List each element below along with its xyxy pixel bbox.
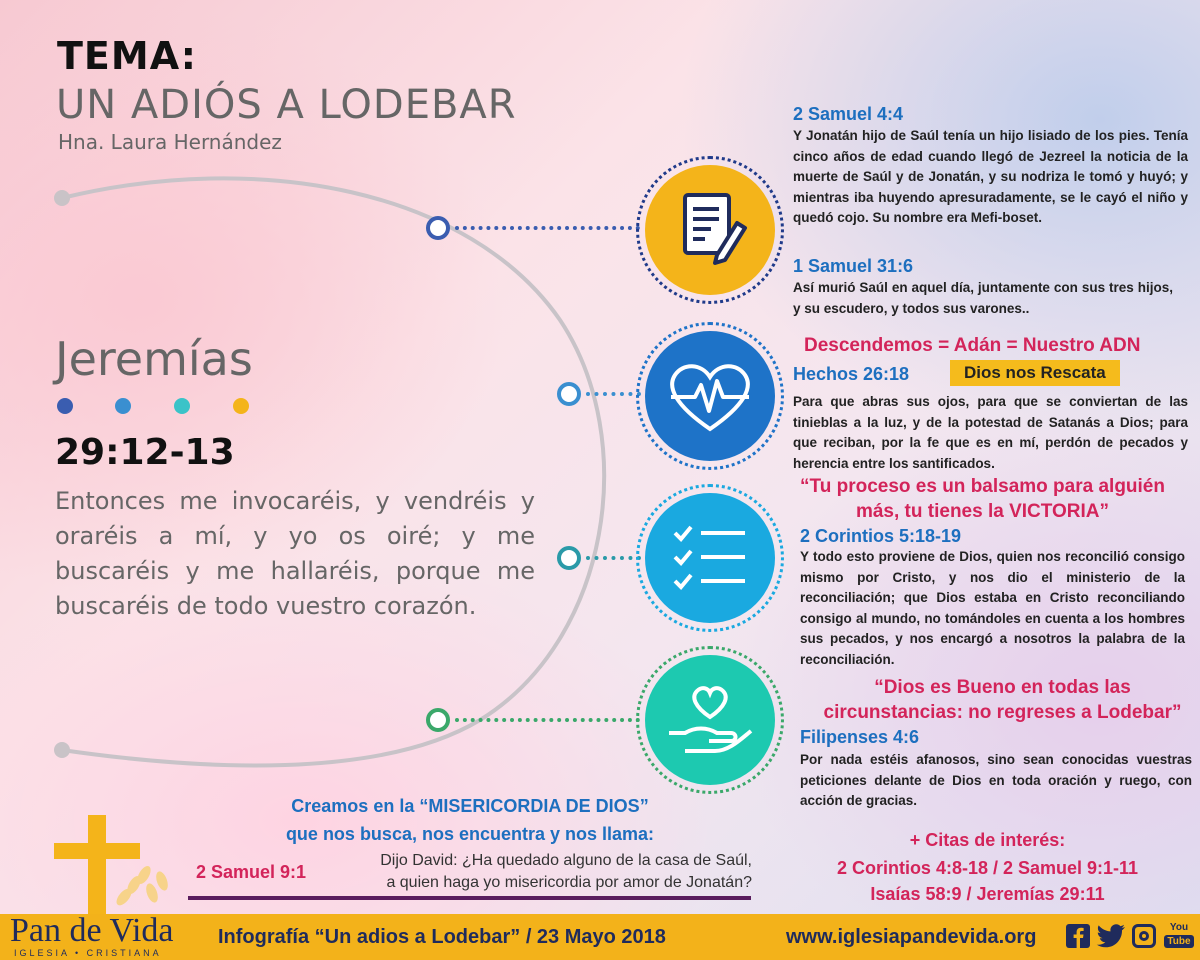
citas-line-2: Isaías 58:9 / Jeremías 29:11 xyxy=(870,884,1105,904)
circle-hand-heart xyxy=(645,655,775,785)
ref-2corintios-5-18: 2 Corintios 5:18-19 xyxy=(800,526,962,546)
twitter-icon[interactable] xyxy=(1096,924,1126,948)
instagram-lens xyxy=(1139,931,1149,941)
instagram-icon[interactable] xyxy=(1132,924,1156,948)
footer-website[interactable]: www.iglesiapandevida.org xyxy=(786,926,1037,948)
quote-2samuel-9-1 xyxy=(332,850,752,894)
misericordia-line-2: que nos busca, nos encuentra y nos llama: xyxy=(285,824,655,844)
text-2corintios-5-18: Y todo esto proviene de Dios, quien nos reconcilió consigo mismo por Cristo, y nos dio el ministerio de la reconciliación; que Dios estaba en Cristo reconciliando consigo al mundo, no tomándoles en cuenta a los hombres sus pecados, y nos encargó a nosotros la palabra de la reconciliación. xyxy=(800,549,1185,667)
misericordia-underline xyxy=(188,896,751,900)
dot-2 xyxy=(115,398,131,414)
facebook-glyph xyxy=(1066,924,1090,948)
text-filipenses-4-6: Por nada estéis afanosos, sino sean conocidas vuestras peticiones delante de Dios en toda oración y ruego, con acción de gracias. xyxy=(800,752,1192,808)
citas-title: + Citas de interés: xyxy=(909,830,1066,850)
hand-heart-icon xyxy=(645,655,775,785)
dot-3 xyxy=(174,398,190,414)
timeline-node-1 xyxy=(426,216,450,240)
timeline-node-4 xyxy=(426,708,450,732)
ref-hechos-26-18: Hechos 26:18 xyxy=(793,364,910,384)
youtube-tube: Tube xyxy=(1164,935,1194,948)
author-name: Hna. Laura Hernández xyxy=(58,130,282,154)
jeremias-text: Entonces me invocaréis, y vendréis y oraréis a mí, y yo os oiré; y me buscaréis y me hallaréis, porque me buscaréis de todo vuestro corazón. xyxy=(55,487,535,620)
connector-4 xyxy=(455,718,640,722)
jeremias-book: Jeremías xyxy=(55,332,253,386)
text-hechos-26-18: Para que abras sus ojos, para que se conviertan de las tinieblas a la luz, y de la potestad de Satanás a Dios; para que reciban, por la fe que es en mí, perdón de pecados y herencia entre los santificados. xyxy=(793,394,1188,471)
tema-label: TEMA: xyxy=(57,34,198,78)
connector-2 xyxy=(586,392,641,396)
connector-3 xyxy=(586,556,641,560)
quote-line-1: Dijo David: ¿Ha quedado alguno de la casa de Saúl, xyxy=(380,852,752,869)
color-dots xyxy=(57,398,257,418)
logo-subtitle: IGLESIA • CRISTIANA xyxy=(14,948,162,958)
circle-checklist xyxy=(645,493,775,623)
youtube-you: You xyxy=(1169,922,1189,933)
circle-document xyxy=(645,165,775,295)
ref-2samuel-9-1: 2 Samuel 9:1 xyxy=(196,862,307,882)
cross-wheat-icon xyxy=(48,815,188,915)
dot-1 xyxy=(57,398,73,414)
document-pen-icon xyxy=(645,165,775,295)
ref-filipenses-4-6: Filipenses 4:6 xyxy=(800,727,920,747)
youtube-icon[interactable] xyxy=(1164,922,1194,950)
dot-4 xyxy=(233,398,249,414)
citas-line-1: 2 Corintios 4:8-18 / 2 Samuel 9:1-11 xyxy=(836,858,1139,878)
circle-heartbeat xyxy=(645,331,775,461)
badge-dios-nos-rescata: Dios nos Rescata xyxy=(950,360,1120,386)
footer-infographic: Infografía “Un adios a Lodebar” / 23 Mayo 2018 xyxy=(218,926,666,948)
logo-pan-de-vida: Pan de Vida xyxy=(10,912,174,949)
checklist-icon xyxy=(645,493,775,623)
text-2samuel-4-4: Y Jonatán hijo de Saúl tenía un hijo lisiado de los pies. Tenía cinco años de edad cuando llegó de Jezreel la noticia de la muerte de Saúl y de Jonatán, y su nodriza le tomó y huyó; y mientras iba huyendo apresuradamente, se le cayó el niño y quedó cojo. Su nombre era Mefi-boset. xyxy=(793,128,1188,225)
twitter-glyph xyxy=(1096,924,1126,948)
heartbeat-icon xyxy=(645,331,775,461)
facebook-icon[interactable] xyxy=(1066,924,1090,948)
timeline-node-3 xyxy=(557,546,581,570)
connector-1 xyxy=(455,226,640,230)
misericordia-line-1: Creamos en la “MISERICORDIA DE DIOS” xyxy=(291,796,649,816)
page-title: UN ADIÓS A LODEBAR xyxy=(56,82,517,128)
ref-1samuel-31-6: 1 Samuel 31:6 xyxy=(793,256,914,276)
heading-dios-es-bueno: “Dios es Bueno en todas las circunstancias: no regreses a Lodebar” xyxy=(823,677,1182,723)
text-1samuel-31-6: Así murió Saúl en aquel día, juntamente con sus tres hijos, y su escudero, y todos sus varones.. xyxy=(793,280,1173,316)
ref-2samuel-4-4: 2 Samuel 4:4 xyxy=(793,104,904,124)
heading-adn: Descendemos = Adán = Nuestro ADN xyxy=(804,335,1141,356)
heading-victoria: “Tu proceso es un balsamo para alguién más, tu tienes la VICTORIA” xyxy=(800,476,1165,522)
timeline-node-2 xyxy=(557,382,581,406)
quote-line-2: a quien haga yo misericordia por amor de Jonatán? xyxy=(386,874,752,891)
jeremias-reference: 29:12-13 xyxy=(55,432,235,473)
